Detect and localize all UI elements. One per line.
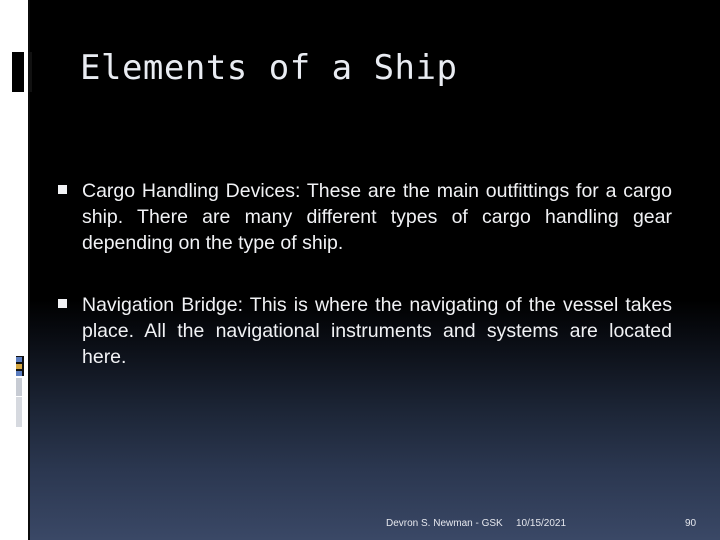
square-bullet-icon bbox=[58, 299, 67, 308]
accent-segment-blue bbox=[16, 357, 22, 362]
accent-segment-gold bbox=[16, 364, 22, 369]
bullet-text: Navigation Bridge: This is where the navigating of the vessel takes place. All the navigational instruments and systems are located here. bbox=[82, 294, 672, 368]
accent-segment-blue-2 bbox=[16, 371, 22, 376]
square-bullet-icon bbox=[58, 185, 67, 194]
bullet-item bbox=[58, 292, 672, 370]
title-accent-block bbox=[12, 52, 24, 92]
footer-date: 10/15/2021 bbox=[516, 518, 567, 529]
footer-page-number: 90 bbox=[685, 518, 697, 529]
bullet-item bbox=[58, 178, 672, 256]
accent-segment-grey-2 bbox=[16, 397, 22, 427]
slide-title: Elements of a Ship bbox=[80, 48, 458, 88]
title-accent-line bbox=[28, 52, 32, 92]
accent-segment-grey bbox=[16, 378, 22, 396]
bullet-text: Cargo Handling Devices: These are the main outfittings for a cargo ship. There are many different types of cargo handling gear depending on the type of ship. bbox=[82, 180, 672, 254]
footer-author: Devron S. Newman - GSK bbox=[386, 518, 503, 529]
slide-content bbox=[58, 178, 672, 406]
